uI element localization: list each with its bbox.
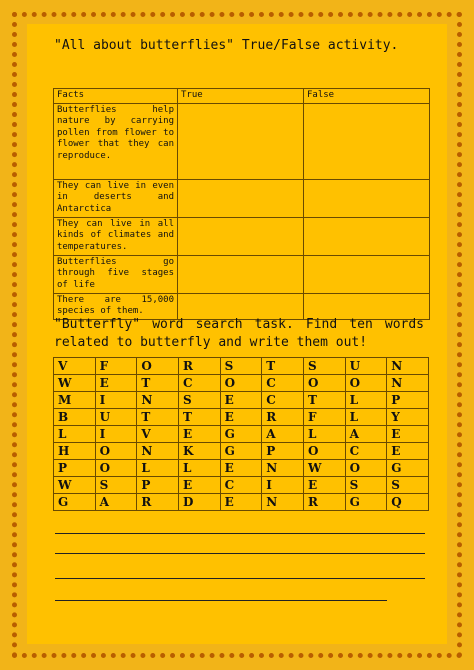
grid-cell[interactable]: O xyxy=(345,375,387,392)
grid-cell[interactable]: O xyxy=(137,358,179,375)
true-cell[interactable] xyxy=(178,179,304,217)
grid-cell[interactable]: F xyxy=(95,358,137,375)
fact-cell: There are 15,000 species of them. xyxy=(54,293,178,319)
grid-cell[interactable]: N xyxy=(137,443,179,460)
grid-cell[interactable]: B xyxy=(54,409,96,426)
grid-cell[interactable]: T xyxy=(262,358,304,375)
grid-cell[interactable]: O xyxy=(220,375,262,392)
true-false-table xyxy=(53,88,430,320)
page-title: "All about butterflies" True/False activity. xyxy=(54,38,399,53)
grid-row xyxy=(54,477,429,494)
false-cell[interactable] xyxy=(304,255,430,293)
answer-line[interactable] xyxy=(55,553,425,554)
grid-cell[interactable]: G xyxy=(387,460,429,477)
grid-row xyxy=(54,375,429,392)
grid-row xyxy=(54,409,429,426)
grid-cell[interactable]: T xyxy=(178,409,220,426)
true-cell[interactable] xyxy=(178,217,304,255)
grid-cell[interactable]: O xyxy=(303,443,345,460)
grid-cell[interactable]: P xyxy=(137,477,179,494)
grid-cell[interactable]: N xyxy=(262,494,304,511)
grid-cell[interactable]: E xyxy=(220,392,262,409)
grid-cell[interactable]: W xyxy=(303,460,345,477)
grid-row xyxy=(54,443,429,460)
grid-cell[interactable]: N xyxy=(137,392,179,409)
grid-cell[interactable]: O xyxy=(95,443,137,460)
grid-cell[interactable]: K xyxy=(178,443,220,460)
grid-cell[interactable]: M xyxy=(54,392,96,409)
grid-cell[interactable]: I xyxy=(262,477,304,494)
grid-cell[interactable]: L xyxy=(303,426,345,443)
header-false: False xyxy=(304,89,430,104)
grid-cell[interactable]: W xyxy=(54,477,96,494)
grid-cell[interactable]: G xyxy=(345,494,387,511)
true-cell[interactable] xyxy=(178,255,304,293)
grid-cell[interactable]: P xyxy=(262,443,304,460)
answer-line[interactable] xyxy=(55,533,425,534)
grid-cell[interactable]: E xyxy=(95,375,137,392)
table-row xyxy=(54,255,430,293)
table-header-row xyxy=(54,89,430,104)
grid-cell[interactable]: U xyxy=(95,409,137,426)
table-row xyxy=(54,217,430,255)
grid-cell[interactable]: H xyxy=(54,443,96,460)
grid-cell[interactable]: Q xyxy=(387,494,429,511)
header-true: True xyxy=(178,89,304,104)
grid-cell[interactable]: C xyxy=(262,375,304,392)
grid-cell[interactable]: E xyxy=(387,443,429,460)
false-cell[interactable] xyxy=(304,179,430,217)
table-row xyxy=(54,103,430,179)
grid-cell[interactable]: I xyxy=(95,392,137,409)
header-facts: Facts xyxy=(54,89,178,104)
table-row xyxy=(54,179,430,217)
grid-cell[interactable]: E xyxy=(387,426,429,443)
grid-cell[interactable]: S xyxy=(95,477,137,494)
grid-cell[interactable]: G xyxy=(54,494,96,511)
fact-cell: They can live in all kinds of climates and temperatures. xyxy=(54,217,178,255)
fact-cell: They can live in even in deserts and Antarctica xyxy=(54,179,178,217)
grid-cell[interactable]: W xyxy=(54,375,96,392)
grid-cell[interactable]: T xyxy=(137,375,179,392)
grid-cell[interactable]: N xyxy=(262,460,304,477)
grid-row xyxy=(54,494,429,511)
grid-cell[interactable]: A xyxy=(95,494,137,511)
false-cell[interactable] xyxy=(304,103,430,179)
grid-cell[interactable]: E xyxy=(178,477,220,494)
grid-cell[interactable]: F xyxy=(303,409,345,426)
grid-cell[interactable]: L xyxy=(54,426,96,443)
grid-cell[interactable]: R xyxy=(303,494,345,511)
answer-line[interactable] xyxy=(55,600,387,601)
grid-cell[interactable]: E xyxy=(178,426,220,443)
grid-cell[interactable]: E xyxy=(220,494,262,511)
grid-cell[interactable]: O xyxy=(345,460,387,477)
grid-row xyxy=(54,426,429,443)
answer-line[interactable] xyxy=(55,578,425,579)
grid-cell[interactable]: C xyxy=(262,392,304,409)
grid-cell[interactable]: T xyxy=(303,392,345,409)
grid-cell[interactable]: S xyxy=(387,477,429,494)
grid-cell[interactable]: P xyxy=(387,392,429,409)
grid-cell[interactable]: L xyxy=(178,460,220,477)
grid-cell[interactable]: S xyxy=(220,358,262,375)
word-search-grid xyxy=(53,357,429,511)
fact-cell: Butterflies go through five stages of life xyxy=(54,255,178,293)
fact-cell: Butterflies help nature by carrying pollen from flower to flower that they can reproduce. xyxy=(54,103,178,179)
grid-cell[interactable]: E xyxy=(220,409,262,426)
grid-cell[interactable]: P xyxy=(54,460,96,477)
grid-row xyxy=(54,460,429,477)
grid-cell[interactable]: C xyxy=(178,375,220,392)
grid-cell[interactable]: G xyxy=(220,443,262,460)
grid-row xyxy=(54,358,429,375)
grid-cell[interactable]: T xyxy=(137,409,179,426)
grid-cell[interactable]: E xyxy=(303,477,345,494)
grid-cell[interactable]: D xyxy=(178,494,220,511)
grid-cell[interactable]: L xyxy=(137,460,179,477)
grid-cell[interactable]: S xyxy=(303,358,345,375)
grid-cell[interactable]: C xyxy=(345,443,387,460)
grid-cell[interactable]: Y xyxy=(387,409,429,426)
grid-cell[interactable]: S xyxy=(178,392,220,409)
grid-cell[interactable]: S xyxy=(345,477,387,494)
grid-cell[interactable]: N xyxy=(387,358,429,375)
grid-row xyxy=(54,392,429,409)
false-cell[interactable] xyxy=(304,217,430,255)
grid-cell[interactable]: R xyxy=(137,494,179,511)
grid-cell[interactable]: O xyxy=(95,460,137,477)
grid-cell[interactable]: O xyxy=(303,375,345,392)
grid-cell[interactable]: E xyxy=(220,460,262,477)
grid-cell[interactable]: R xyxy=(262,409,304,426)
grid-cell[interactable]: A xyxy=(345,426,387,443)
grid-cell[interactable]: L xyxy=(345,409,387,426)
grid-cell[interactable]: V xyxy=(54,358,96,375)
true-cell[interactable] xyxy=(178,103,304,179)
grid-cell[interactable]: C xyxy=(220,477,262,494)
word-search-instructions: "Butterfly" word search task. Find ten words related to butterfly and write them out! xyxy=(54,317,424,350)
grid-cell[interactable]: I xyxy=(95,426,137,443)
grid-cell[interactable]: G xyxy=(220,426,262,443)
grid-cell[interactable]: V xyxy=(137,426,179,443)
grid-cell[interactable]: R xyxy=(178,358,220,375)
grid-cell[interactable]: A xyxy=(262,426,304,443)
grid-cell[interactable]: L xyxy=(345,392,387,409)
grid-cell[interactable]: U xyxy=(345,358,387,375)
grid-cell[interactable]: N xyxy=(387,375,429,392)
